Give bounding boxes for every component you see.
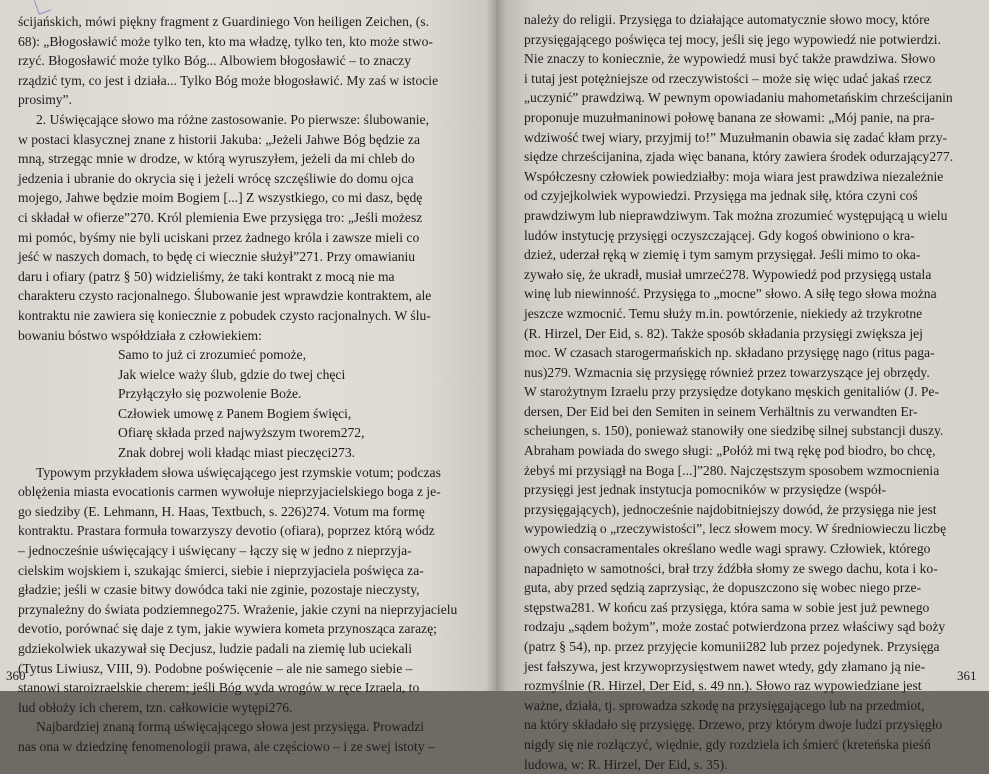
text-line: owych consacramentales określano wedle wagi sprawy. Człowiek, którego bbox=[524, 541, 931, 557]
verse-line: Samo to już ci zrozumieć pomoże, bbox=[118, 347, 306, 363]
text-line: stępstwa281. W końcu zaś przysięga, która sama w sobie jest już pewnego bbox=[524, 599, 930, 615]
text-line: Najbardziej znaną formą uświęcającego słowa jest przysięga. Prowadzi bbox=[36, 719, 425, 735]
text-line: go siedziby (E. Lehmann, H. Haas, Textbuch, s. 226)274. Votum ma formę bbox=[18, 503, 425, 519]
text-line: na który składało się przysięgę. Drzewo, przy którym dwoje ludzi przysięgło bbox=[524, 717, 943, 733]
text-line: ważne, działa, tj. sprowadza szkodę na przysięgającego lub na przedmiot, bbox=[524, 697, 925, 713]
text-line: należy do religii. Przysięga to działające automatycznie słowo mocy, które bbox=[524, 12, 930, 27]
text-line: nigdy się nie rozłączyć, więdnie, gdy rozdziela ich śmierć (kreteńska pieśń bbox=[524, 736, 931, 752]
text-line: Typowym przykładem słowa uświęcającego jest rzymskie votum; podczas bbox=[36, 464, 441, 480]
text-line: „uczynić” prawdziwą. W pewnym opowiadaniu mahometańskim chrześcijanin bbox=[524, 90, 953, 106]
text-line: siędze chrześcijanina, zjada więc banana, który zawiera środek odurzający277. bbox=[524, 149, 954, 165]
text-line: dersen, Der Eid bei den Semiten in seinem Verhältnis zu verwandten Er- bbox=[524, 403, 918, 419]
text-line: mojego, Jahwe będzie moim Bogiem [...] Z wszystkiego, co mi dasz, będę bbox=[18, 190, 423, 206]
text-line: napadnięto w samotności, brał trzy źdźbła słomy ze swego dachu, kota i ko- bbox=[524, 560, 938, 576]
text-line: Nie znaczy to koniecznie, że wypowiedź musi być także prawdziwa. Słowo bbox=[524, 51, 936, 67]
text-line: przynależny do świata podziemnego275. Wrażenie, jakie czyni na nieprzyjacielu bbox=[18, 601, 458, 617]
text-line: gładzie; jeśli w czasie bitwy dowódca taki nie zginie, pozostaje nieczysty, bbox=[18, 582, 420, 598]
text-line: ludowa, w: R. Hirzel, Der Eid, s. 35). bbox=[524, 756, 728, 772]
page-number: 360 bbox=[6, 668, 26, 683]
text-line: 2. Uświęcające słowo ma różne zastosowanie. Po pierwsze: ślubowanie, bbox=[36, 111, 429, 127]
text-line: jeść w naszych domach, to będę ci wiecznie służył”271. Przy omawianiu bbox=[18, 249, 416, 265]
text-line: mi pomóc, byśmy nie byli uciskani przez żadnego króla i zawsze mieli co bbox=[18, 229, 420, 245]
text-line: od czyjejkolwiek wypowiedzi. Przysięga ma jednak siłę, która czyni coś bbox=[524, 188, 918, 204]
text-line: 68): „Błogosławić może tylko ten, kto ma władzę, tylko ten, kto może stwo- bbox=[18, 33, 433, 49]
text-line: ci składał w ofierze”270. Król plemienia Ewe przysięga tro: „Jeśli możesz bbox=[18, 209, 423, 225]
text-line: lud obłoży ich cherem, tzn. całkowicie wytępi276. bbox=[18, 699, 293, 715]
text-line: moc. W czasach starogermańskich np. składano przysięgę nago (ritus paga- bbox=[524, 345, 935, 361]
text-line: rządzić tym, co jest i działa... Tylko Bóg może błogosławić. My zaś w istocie bbox=[18, 72, 439, 88]
text-line: prawdziwym lub nieprawdziwym. Tak można zrozumieć występującą u wielu bbox=[524, 207, 948, 223]
verse-line: Przyłączyło się pozwolenie Boże. bbox=[118, 386, 302, 402]
text-line: ludów instytucję przysięgi oczyszczającej. Gdy kogoś obwiniono o kra- bbox=[524, 227, 915, 243]
text-line: w postaci klasycznej znane z historii Jakuba: „Jeżeli Jahwe Bóg będzie za bbox=[18, 131, 420, 147]
text-line: mną, strzegąc mnie w drodze, w którą wyruszyłem, jeżeli da mi chleb do bbox=[18, 151, 415, 167]
text-line: kontraktu nie zawiera się koniecznie z pobudek czysto racjonalnych. W ślu- bbox=[18, 307, 431, 323]
book-gutter-shadow bbox=[486, 0, 506, 691]
text-line: – jednocześnie uświęcający i uświęcany – łączy się w jedno z nieprzyja- bbox=[18, 543, 412, 559]
right-page bbox=[496, 0, 989, 772]
text-line: dzież, uderzał ręką w ziemię i tym samym przysięgał. Jeśli mimo to oka- bbox=[524, 247, 921, 263]
text-line: devotio, porównać się daje z tym, jakie wywiera kometa przynosząca zarazę; bbox=[18, 621, 437, 637]
text-line: rozmyślnie (R. Hirzel, Der Eid, s. 49 nn.). Słowo raz wypowiedziane jest bbox=[524, 678, 922, 694]
text-line: oblężenia miasta evocationis carmen wywołuje nieprzyjacielskiego boga z je- bbox=[18, 484, 441, 500]
verse-line: Jak wielce waży ślub, gdzie do twej chęci bbox=[118, 366, 346, 382]
text-line: winę lub niewinność. Przysięga to „mocne” słowo. A siłę tego słowa można bbox=[524, 286, 937, 302]
text-line: nas ona w dziedzinę fenomenologii prawa, ale częściowo – i ze swej istoty – bbox=[18, 738, 435, 754]
text-line: scheiungen, s. 150), ponieważ stanowiły one siedzibę silnej substancji duszy. bbox=[524, 423, 944, 439]
text-line: przysięgających), jednocześnie najdobitniejszy dowód, że przysięga nie jest bbox=[524, 501, 937, 517]
left-page bbox=[0, 0, 496, 754]
verse-line: Znak dobrej woli kładąc miast pieczęci273. bbox=[118, 445, 356, 461]
text-line: W starożytnym Izraelu przy przysiędze dotykano męskich genitaliów (J. Pe- bbox=[524, 384, 939, 400]
text-line: żebyś mi przysiągł na Boga [...]”280. Najczęstszym sposobem wzmocnienia bbox=[524, 462, 940, 478]
text-line: cielskim wojskiem i, szukając śmierci, siebie i nieprzyjaciela poświęca za- bbox=[18, 562, 424, 578]
text-line: zywało się, że ukradł, musiał umrzeć278. Wypowiedź pod przysięgą ustala bbox=[524, 266, 932, 282]
text-line: przysięgi jest jednak instytucja pomocników w przysiędze (współ- bbox=[524, 482, 887, 498]
text-line: Współczesny człowiek powiedziałby: moja wiara jest prawdziwa niezależnie bbox=[524, 168, 944, 184]
text-line: proponuje muzułmaninowi połowę banana ze słowami: „Mój panie, na pra- bbox=[524, 109, 935, 125]
left-page-text bbox=[18, 12, 458, 757]
text-line: bowaniu bóstwo współdziała z człowiekiem: bbox=[18, 327, 262, 343]
text-line: przysięgającego poświęca tej mocy, jeśli się jego wypowiedź nie potwierdzi. bbox=[524, 31, 941, 47]
text-line: stanowi staroizraelskie cherem; jeśli Bóg wyda wrogów w ręce Izraela, to bbox=[18, 680, 420, 696]
text-line: jest fałszywa, jest krzywoprzysięstwem nawet wtedy, gdy złamano ją nie- bbox=[524, 658, 926, 674]
text-line: daru i ofiary (patrz § 50) widzieliśmy, że taki kontrakt z mocą nie ma bbox=[18, 268, 395, 284]
text-line: jeszcze wzmocnić. Temu służy m.in. powtórzenie, niekiedy aż trzykrotne bbox=[524, 305, 923, 321]
verse-line: Ofiarę składa przed najwyższym tworem272, bbox=[118, 425, 365, 441]
text-line: nus)279. Wzmacnia się przysięgę również przez towarzyszące jej obrzędy. bbox=[524, 364, 930, 380]
text-line: kontraktu. Prastara formuła towarzyszy devotio (ofiara), poprzez którą wódz bbox=[18, 523, 435, 539]
text-line: (R. Hirzel, Der Eid, s. 82). Także sposób składania przysięgi zwiększa jej bbox=[524, 325, 923, 341]
right-page-text bbox=[524, 10, 954, 774]
page-number: 361 bbox=[957, 668, 977, 683]
verse-line: Człowiek umowę z Panem Bogiem święci, bbox=[118, 405, 352, 421]
text-line: wdziwość twej wiary, przyjmij to!” Muzułmanin obawia się zadać kłam przy- bbox=[524, 129, 948, 145]
text-line: gdziekolwiek ukazywał się Decjusz, ludzie padali na ziemię lub uciekali bbox=[18, 641, 413, 656]
text-line: ścijańskich, mówi piękny fragment z Guardiniego Von heiligen Zeichen, (s. bbox=[18, 14, 429, 29]
text-line: rzyć. Błogosławić może tylko Bóg... Albowiem błogosławić – to znaczy bbox=[18, 53, 412, 69]
text-line: prosimy”. bbox=[18, 92, 72, 108]
text-line: charakteru czysto racjonalnego. Ślubowanie jest wprawdzie kontraktem, ale bbox=[18, 288, 432, 304]
text-line: i tutaj jest potężniejsze od rzeczywistości – może się więc udać jakaś rzecz bbox=[524, 70, 932, 86]
text-line: rodzaju „sądem bożym”, może zostać potwierdzona przez właściwy sąd boży bbox=[524, 619, 946, 635]
text-line: guta, aby przed sędzią zaprzysiąc, że dopuszczono się wobec niego prze- bbox=[524, 580, 922, 596]
text-line: (Tytus Liwiusz, VIII, 9). Podobne poświęcenie – ale nie samego siebie – bbox=[18, 660, 413, 676]
text-line: Abraham powiada do swego sługi: „Połóż mi twą rękę pod biodro, bo chcę, bbox=[524, 443, 936, 459]
text-line: jedzenia i ubranie do okrycia się i jeżeli wrócę szczęśliwie do domu ojca bbox=[18, 170, 414, 186]
text-line: wypowiedzią o „rzeczywistości”, lecz słowem mocy. W średniowieczu liczbę bbox=[524, 521, 947, 537]
text-line: (patrz § 54), np. przez przyjęcie komunii282 lub przez pojedynek. Przysięga bbox=[524, 639, 940, 654]
